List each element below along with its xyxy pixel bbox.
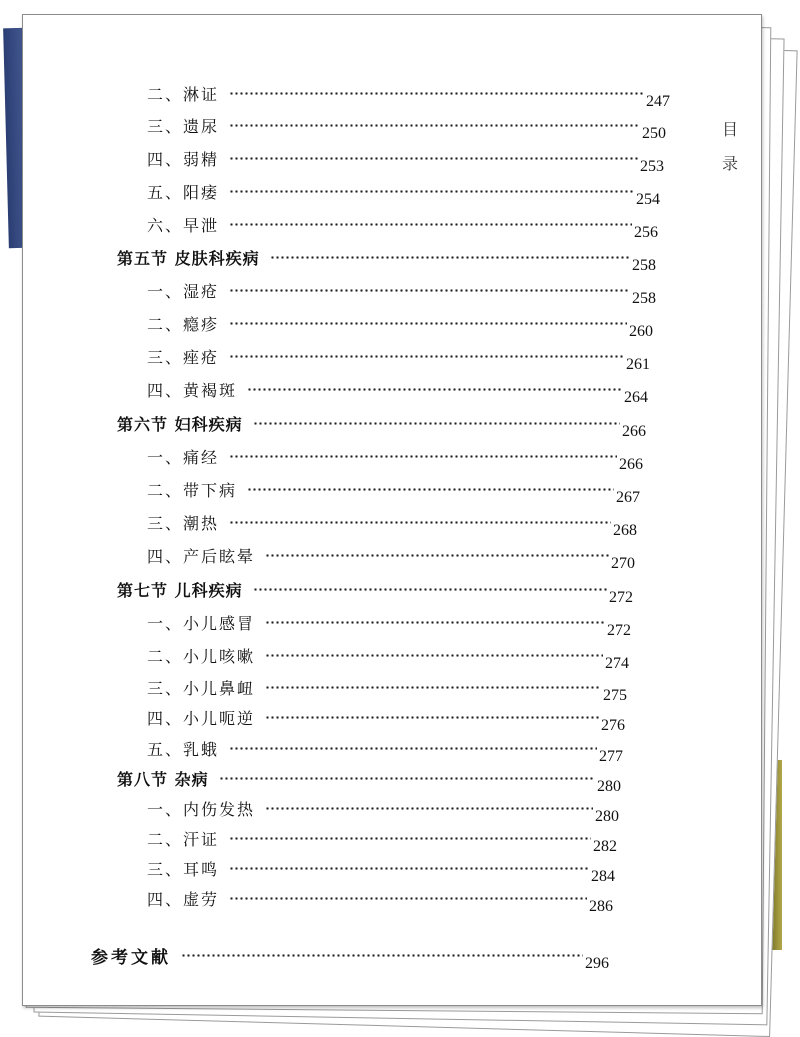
toc-item-row [147, 212, 658, 241]
toc-entry-title: 二、带下病 [147, 480, 238, 500]
dot-leader [253, 583, 607, 595]
toc-entry-title: 一、内伤发热 [147, 799, 256, 819]
toc-item-row [147, 311, 653, 340]
dot-leader [265, 681, 601, 693]
toc-section-row [117, 245, 656, 274]
side-running-label: 目 录 [721, 120, 740, 173]
toc-item-row [147, 705, 625, 734]
toc-entry-title: 参考文献 [91, 947, 171, 968]
toc-entry-title: 第八节 杂病 [117, 769, 209, 789]
toc-entry-title: 四、黄褐斑 [147, 380, 238, 400]
toc-entry-title: 三、遗尿 [147, 116, 220, 136]
toc-entry-page-number: 282 [593, 838, 617, 855]
toc-section-row [117, 411, 646, 440]
toc-item-row [147, 736, 623, 765]
toc-item-row [147, 510, 637, 539]
toc-item-row [147, 643, 629, 672]
toc-entry-page-number: 253 [640, 158, 664, 175]
toc-item-row [147, 886, 613, 915]
toc-entry-page-number: 247 [646, 93, 670, 110]
dot-leader [265, 711, 599, 723]
dot-leader [247, 483, 614, 495]
toc-entry-page-number: 250 [642, 125, 666, 142]
toc-item-row [147, 278, 656, 307]
toc-item-row [147, 377, 648, 406]
toc-entry-page-number: 275 [603, 687, 627, 704]
toc-entry-title: 四、小儿呃逆 [147, 708, 256, 728]
toc-entry-title: 一、小儿感冒 [147, 613, 256, 633]
toc-entry-page-number: 280 [595, 808, 619, 825]
toc-item-row [147, 796, 619, 825]
dot-leader [229, 742, 597, 754]
toc-entry-title: 五、乳蛾 [147, 739, 220, 759]
toc-item-row [147, 477, 640, 506]
dot-leader [229, 350, 624, 362]
dot-leader [229, 218, 632, 230]
dot-leader [229, 862, 589, 874]
toc-entry-title: 二、小儿咳嗽 [147, 646, 256, 666]
toc-item-row [147, 610, 631, 639]
toc-entry-title: 一、痛经 [147, 447, 220, 467]
dot-leader [229, 892, 587, 904]
toc-entry-title: 四、弱精 [147, 149, 220, 169]
toc-entry-page-number: 274 [605, 655, 629, 672]
toc-entry-page-number: 258 [632, 257, 656, 274]
dot-leader [229, 284, 630, 296]
dot-leader [229, 516, 611, 528]
toc-item-row [147, 856, 615, 885]
toc-item-row [147, 81, 670, 110]
dot-leader [265, 802, 593, 814]
toc-references-row [91, 943, 609, 972]
dot-leader [219, 772, 595, 784]
dot-leader [253, 417, 620, 429]
toc-entry-title: 三、潮热 [147, 513, 220, 533]
toc-entry-page-number: 272 [609, 589, 633, 606]
toc-item-row [147, 179, 660, 208]
toc-entry-title: 二、瘾疹 [147, 314, 220, 334]
toc-entry-page-number: 284 [591, 868, 615, 885]
toc-entry-title: 二、淋证 [147, 84, 220, 104]
dot-leader [229, 450, 617, 462]
toc-entry-page-number: 277 [599, 748, 623, 765]
toc-entry-page-number: 266 [619, 456, 643, 473]
toc-entry-page-number: 260 [629, 323, 653, 340]
toc-section-row [117, 766, 621, 795]
toc-entry-title: 三、小儿鼻衄 [147, 678, 256, 698]
toc-entry-title: 三、痤疮 [147, 347, 220, 367]
dot-leader [229, 87, 644, 99]
toc-entry-title: 二、汗证 [147, 829, 220, 849]
toc-item-row [147, 826, 617, 855]
toc-entry-page-number: 254 [636, 191, 660, 208]
toc-entry-title: 一、湿疮 [147, 281, 220, 301]
dot-leader [229, 119, 640, 131]
dot-leader [229, 317, 627, 329]
toc-section-row [117, 577, 633, 606]
toc-entry-title: 四、虚劳 [147, 889, 220, 909]
toc-entry-page-number: 256 [634, 224, 658, 241]
toc-entry-title: 第六节 妇科疾病 [117, 414, 243, 434]
toc-entry-title: 第五节 皮肤科疾病 [117, 248, 260, 268]
toc-entry-page-number: 266 [622, 423, 646, 440]
toc-page [22, 14, 762, 1006]
dot-leader [229, 832, 591, 844]
toc-item-row [147, 543, 635, 572]
toc-entry-page-number: 280 [597, 778, 621, 795]
toc-entry-title: 五、阳痿 [147, 182, 220, 202]
dot-leader [229, 152, 638, 164]
toc-entry-page-number: 286 [589, 898, 613, 915]
toc-entry-page-number: 268 [613, 522, 637, 539]
toc-entry-page-number: 267 [616, 489, 640, 506]
dot-leader [265, 649, 603, 661]
dot-leader [265, 616, 605, 628]
toc-item-row [147, 146, 664, 175]
dot-leader [181, 949, 583, 961]
toc-item-row [147, 113, 666, 142]
toc-item-row [147, 344, 650, 373]
toc-entry-title: 六、早泄 [147, 215, 220, 235]
toc-entry-page-number: 264 [624, 389, 648, 406]
toc-entry-page-number: 296 [585, 955, 609, 972]
toc-entry-page-number: 258 [632, 290, 656, 307]
dot-leader [270, 251, 630, 263]
toc-item-row [147, 675, 627, 704]
dot-leader [229, 185, 634, 197]
toc-entry-title: 三、耳鸣 [147, 859, 220, 879]
toc-entry-title: 四、产后眩晕 [147, 546, 256, 566]
dot-leader [265, 549, 609, 561]
dot-leader [247, 383, 622, 395]
toc-entry-page-number: 270 [611, 555, 635, 572]
toc-entry-page-number: 272 [607, 622, 631, 639]
toc-entry-page-number: 276 [601, 717, 625, 734]
toc-entry-title: 第七节 儿科疾病 [117, 580, 243, 600]
toc-entry-page-number: 261 [626, 356, 650, 373]
toc-item-row [147, 444, 643, 473]
